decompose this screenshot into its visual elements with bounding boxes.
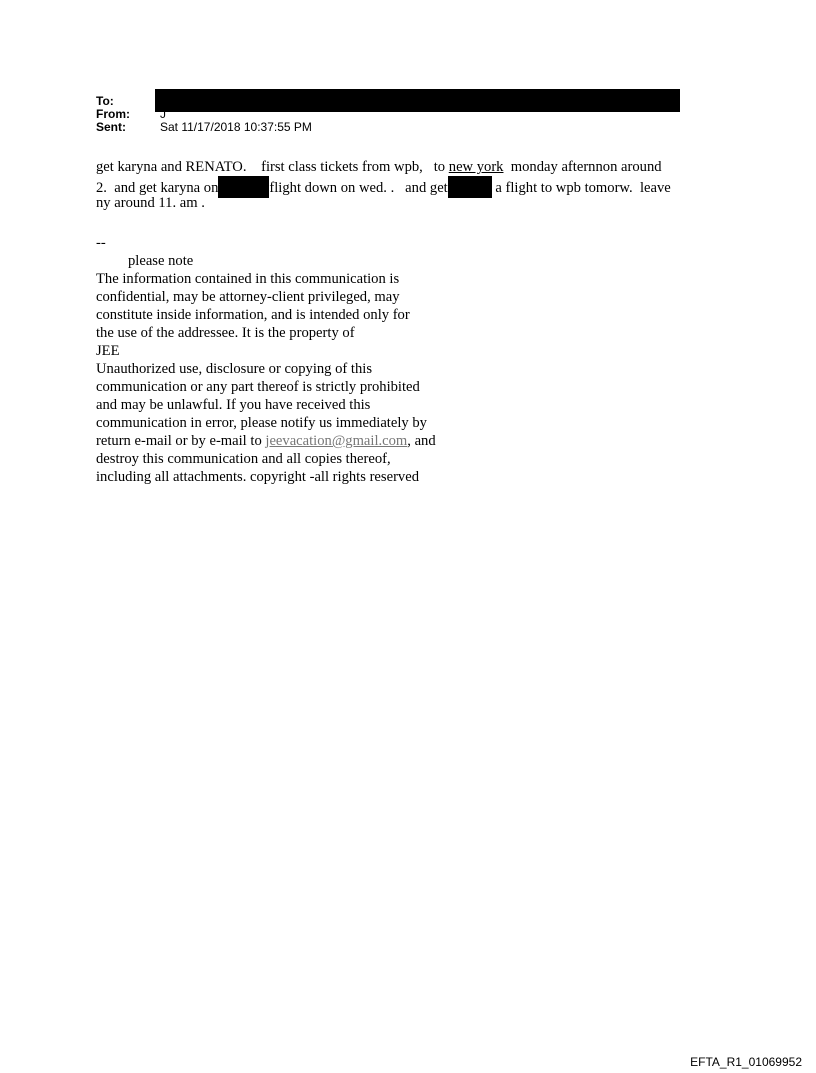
signature-line-6: Unauthorized use, disclosure or copying of this: [96, 361, 373, 377]
document-id: EFTA_R1_01069952: [690, 1055, 802, 1069]
body-line-1-c: monday afternnon around: [503, 159, 662, 175]
email-body: [96, 158, 736, 212]
body-line-2: [96, 176, 736, 194]
body-line-2-c: a flight to wpb tomorw. leave: [495, 180, 671, 196]
sent-label: Sent:: [96, 120, 126, 134]
body-line-2-b: flight down on wed. . and get: [269, 180, 448, 196]
body-line-1: [96, 158, 736, 176]
body-line-3: ny around 11. am .: [96, 195, 205, 211]
signature-line-10: destroy this communication and all copies thereof,: [96, 451, 391, 467]
signature-please-note: please note: [128, 253, 194, 269]
body-line-1-b: new york: [448, 159, 504, 175]
from-value: J: [160, 107, 166, 121]
signature-line-5: JEE: [96, 343, 120, 359]
signature-return-prefix: return e-mail or by e-mail to: [96, 433, 266, 449]
email-link[interactable]: jeevacation@gmail.com: [265, 433, 408, 449]
sent-row: [96, 121, 312, 134]
body-line-2-a: 2. and get karyna on: [96, 180, 219, 196]
signature-line-7: communication or any part thereof is strictly prohibited: [96, 379, 420, 395]
signature-return-suffix: , and: [407, 433, 436, 449]
body-redaction-1: [218, 176, 269, 198]
to-label: To:: [96, 94, 114, 108]
signature-dashes: --: [96, 235, 106, 251]
signature-line-11: including all attachments. copyright -all rights reserved: [96, 469, 419, 485]
signature-block: [96, 234, 516, 486]
email-header: [96, 95, 312, 134]
body-redaction-2: [448, 176, 492, 198]
signature-line-4: the use of the addressee. It is the property of: [96, 325, 355, 341]
signature-return-line: [96, 432, 516, 450]
signature-line-3: constitute inside information, and is intended only for: [96, 307, 410, 323]
from-label: From:: [96, 107, 130, 121]
signature-line-9: communication in error, please notify us immediately by: [96, 415, 427, 431]
signature-line-1: The information contained in this communication is: [96, 271, 400, 287]
sent-value: Sat 11/17/2018 10:37:55 PM: [160, 120, 312, 134]
signature-line-8: and may be unlawful. If you have received this: [96, 397, 371, 413]
body-line-1-a: get karyna and RENATO. first class tickets from wpb, to: [96, 159, 449, 175]
signature-line-2: confidential, may be attorney-client privileged, may: [96, 289, 400, 305]
